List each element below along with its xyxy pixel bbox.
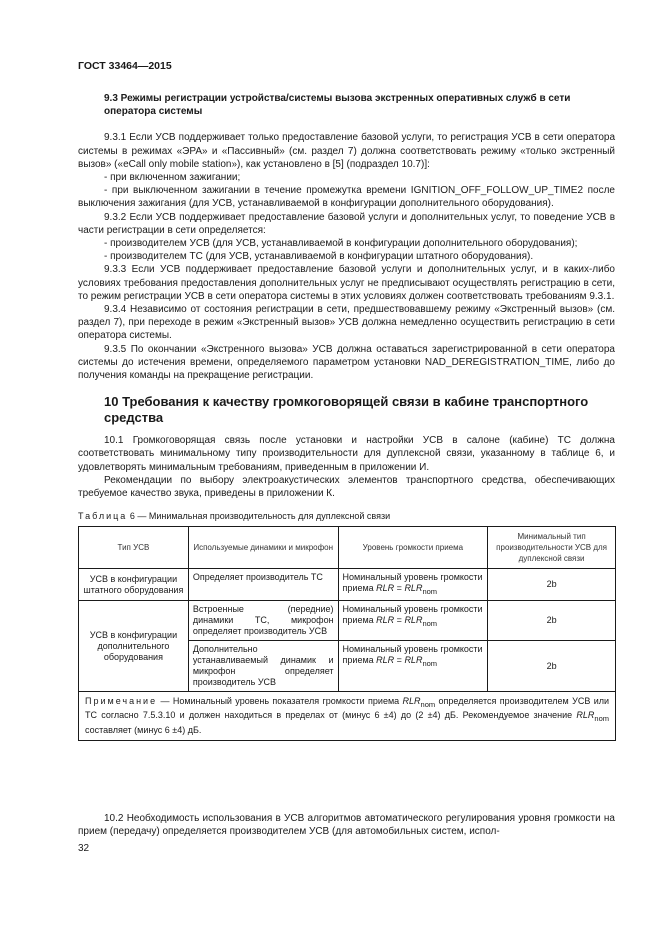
table-cell: Встроенные (передние) динамики ТС, микрофон определяет производитель УСВ	[188, 601, 338, 641]
paragraph-recommendations: Рекомендации по выбору электроакустических элементов транспортного средства, обеспечивающих требуемое качество звука, приведены в приложении К.	[78, 474, 615, 500]
list-item: - производителем ТС (для УСВ, устанавливаемой в конфигурации штатного оборудования).	[104, 251, 534, 263]
table-cell: 2b	[488, 641, 616, 692]
paragraph-9-3-3: 9.3.3 Если УСВ поддерживает предоставление базовой услуги и дополнительных услуг, и в каких-либо условиях требования предоставления дополнительных услуг не предписывают осуществлять регистрацию в сети, то режим регистрации УСВ в сети оператора системы в этих условиях должен соответствовать требованиям 9.3.1.	[78, 264, 615, 302]
table-note: Примечание — Номинальный уровень показателя громкости приема $RLR_{nom}$ определяется производителем УСВ или ТС согласно 7.5.3.10 и должен находиться в пределах от (минус 6 ±4) до (2 ±4) дБ. Рекомендуемое значение $RLR_{nom}$ составляет (минус 6 ±4) дБ.	[79, 692, 616, 741]
table-note-row	[79, 692, 616, 741]
paragraph-10-2: 10.2 Необходимость использования в УСВ алгоритмов автоматического регулирования уровня громкости на прием (передачу) определяется производителем УСВ (для автомобильных систем, испол-	[78, 813, 615, 838]
table-caption-label: Таблица	[78, 511, 128, 522]
header-cell: Тип УСВ	[79, 527, 189, 569]
table-cell: Номинальный уровень громкости приема RLR = $RLR_{nom}$	[338, 601, 488, 641]
list-item: - производителем УСВ (для УСВ, устанавливаемой в конфигурации дополнительного оборудования);	[104, 238, 578, 250]
document-header: ГОСТ 33464—2015	[78, 60, 172, 72]
table-cell: 2b	[488, 569, 616, 601]
section-10-heading: 10 Требования к качеству громкоговорящей связи в кабине транспортного средства	[104, 394, 589, 426]
duplex-performance-table	[78, 526, 616, 741]
header-cell: Используемые динамики и микрофон	[188, 527, 338, 569]
page-number: 32	[78, 843, 90, 854]
header-cell: Минимальный тип производительности УСВ для дуплексной связи	[488, 527, 616, 569]
list-item: - при выключенном зажигании в течение промежутка времени IGNITION_OFF_FOLLOW_UP_TIME2 после выключения зажигания (для УСВ, устанавливаемой в конфигурации дополнительного оборудования).	[78, 185, 615, 210]
table-caption-text: 6 — Минимальная производительность для дуплексной связи	[129, 511, 391, 522]
table-caption	[78, 511, 615, 521]
table-cell: УСВ в конфигурации дополнительного оборудования	[79, 601, 189, 692]
subsection-9-3-heading: 9.3 Режимы регистрации устройства/системы вызова экстренных оперативных служб в сети оператора системы	[104, 93, 571, 118]
table-cell: Номинальный уровень громкости приема RLR = $RLR_{nom}$	[338, 641, 488, 692]
table-row	[79, 601, 616, 641]
paragraph-9-3-5: 9.3.5 По окончании «Экстренного вызова» УСВ должна оставаться зарегистрированной в сети оператора системы до истечения времени, определяемого параметром установки NAD_DEREGISTRATION_TIME, либо до получения команды на прекращение регистрации.	[78, 343, 615, 382]
paragraph-10-1: 10.1 Громкоговорящая связь после установки и настройки УСВ в салоне (кабине) ТС должна соответствовать минимальному типу производительности для дуплексной связи, указанному в таблице 6, и удовлетворять минимальным требованиям, приведенным в приложении И.	[78, 435, 615, 473]
table-cell: Номинальный уровень громкости приема RLR = $RLR_{nom}$	[338, 569, 488, 601]
paragraph-10-2-container	[78, 812, 615, 838]
table-cell: Дополнительно устанавливаемый динамик и микрофон определяет производитель УСВ	[188, 641, 338, 692]
table-cell: 2b	[488, 601, 616, 641]
table-header-row	[79, 527, 616, 569]
page-content	[78, 92, 615, 741]
table-cell: УСВ в конфигурации штатного оборудования	[79, 569, 189, 601]
table-cell: Определяет производитель ТС	[188, 569, 338, 601]
paragraph-9-3-2: 9.3.2 Если УСВ поддерживает предоставление базовой услуги и дополнительных услуг, то поведение УСВ в части регистрации в сети определяется:	[78, 211, 615, 236]
header-cell: Уровень громкости приема	[338, 527, 488, 569]
table-row	[79, 569, 616, 601]
list-item: - при включенном зажигании;	[104, 172, 241, 184]
paragraph-9-3-1: 9.3.1 Если УСВ поддерживает только предоставление базовой услуги, то регистрация УСВ в сети оператора системы в режимах «ЭРА» и «Пассивный» (см. раздел 7) должна соответствовать режиму «только экстренный вызов» («eCall only mobile station»), как установлено в [5] (подраздел 10.7)]:	[78, 132, 615, 170]
paragraph-9-3-4: 9.3.4 Независимо от состояния регистрации в сети, предшествовавшему режиму «Экстренный вызов» (см. раздел 7), при переходе в режим «Экстренный вызов» УСВ должна немедленно осуществить регистрацию в сети оператора системы.	[78, 304, 615, 342]
